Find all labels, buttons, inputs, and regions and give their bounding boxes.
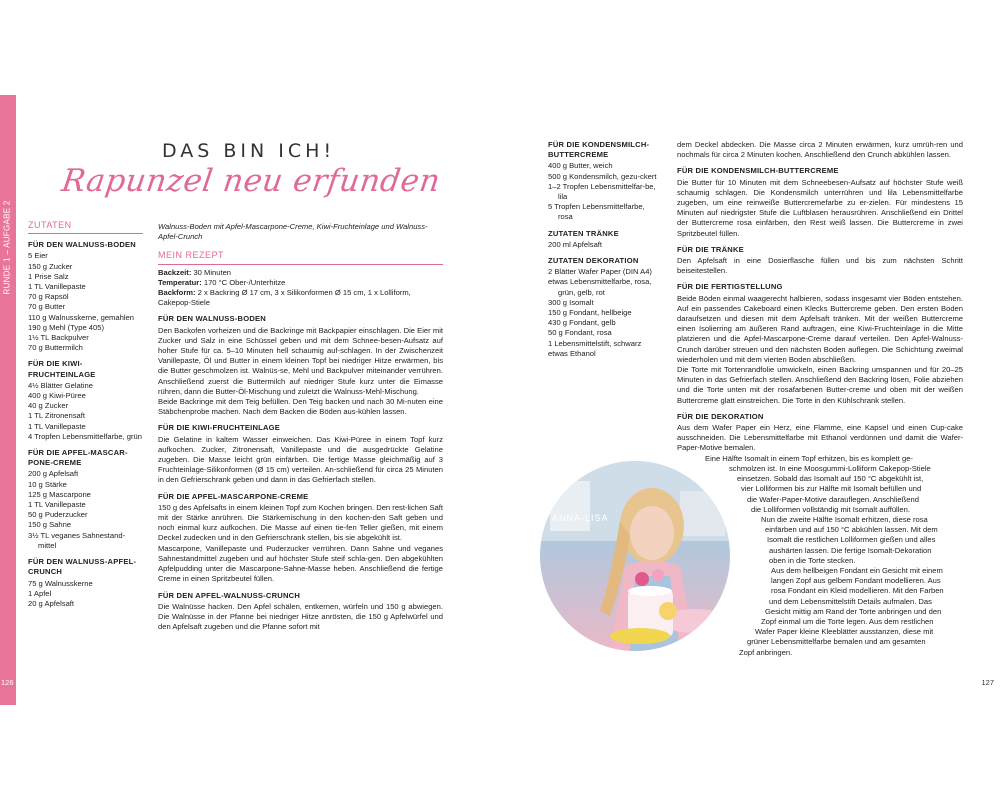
recipe-step-text: 150 g des Apfelsafts in einem kleinen Topf zum Kochen bringen. Den rest-lichen Saft mit der Stärke anrühren. Die Stärkemischung in den kochen-den Saft geben und noch einmal kurz aufkochen. Die Masse auf einen tie-fen Teller gießen, mit einem Deckel zudecken und in den Gefrierschrank stellen, bis sie abgekühlt ist. [158, 502, 443, 543]
ingredient-list [548, 267, 658, 359]
ingredient-item: 1 TL Vanillepaste [28, 421, 86, 431]
ingredient-list [548, 240, 658, 250]
ingredient-item: 5 Eier [28, 251, 48, 261]
ingredient-item: 10 g Stärke [28, 479, 67, 489]
photo-label: ANNA-LISA [552, 513, 609, 523]
instruction-text: Die Butter für 10 Minuten mit dem Schneebesen-Aufsatz auf höchster Stufe weiß schaumig schlagen. Die Kondensmilch unterrühren und lila Lebensmittelfarbe zugeben, um eine reinweiße Buttercremefarbe zu er-zielen. Für mindestens 15 Minuten auf niedrigster Stufe die Luftblasen herausrühren. Anschließend ein Drittel der Buttercreme rosa einfärben, den Rest weiß lassen. Die Buttercreme in zwei Spritzbeutel füllen. [677, 177, 963, 238]
ingredient-item: 20 g Apfelsaft [28, 598, 75, 608]
recipe-meta-label: Backzeit: [158, 267, 192, 277]
ingredient-item: 400 g Butter, weich [548, 161, 613, 171]
ingredient-item: 190 g Mehl (Type 405) [28, 322, 104, 332]
decoration-ingredients-column [548, 140, 658, 359]
ingredient-item: 1 TL Vanillepaste [28, 500, 86, 510]
ingredient-section-title: FÜR DIE KIWI-FRUCHTEINLAGE [28, 359, 96, 379]
decoration-step-line: Isomalt die restlichen Lolliformen gießen und alles [767, 535, 936, 545]
ingredient-section-title: FÜR DIE KONDENSMILCH-BUTTERCREME [548, 140, 650, 160]
ingredient-section-title: FÜR DEN WALNUSS-BODEN [28, 240, 136, 250]
decoration-step-line: Gesicht mittig am Rand der Torte anbringen und den [765, 606, 942, 616]
ingredient-item: 1½ TL Backpulver [28, 333, 89, 343]
ingredient-item: 40 g Zucker [28, 401, 69, 411]
ingredients-heading: ZUTATEN [28, 220, 143, 234]
ingredient-item: 3½ TL veganes Sahnestand-mittel [28, 530, 126, 550]
ingredient-item: 70 g Rapsöl [28, 292, 69, 302]
ingredient-list [28, 579, 143, 610]
recipe-step-title: FÜR DEN APFEL-WALNUSS-CRUNCH [158, 590, 300, 600]
ingredient-list [28, 381, 143, 442]
decoration-step-line: oben in die Torte stecken. [769, 555, 856, 565]
recipe-meta-value: 2 x Backring Ø 17 cm, 3 x Silikonformen Ø 15 cm, 1 x Lolliform, Cakepop-Stiele [158, 288, 411, 308]
instruction-title: FÜR DIE FERTIGSTELLUNG [677, 282, 783, 292]
decoration-step-line: Wafer Paper kleine Kleeblätter ausstanzen, diese mit [755, 627, 934, 637]
decoration-step-line: Zopf anbringen. [739, 647, 793, 657]
decoration-step-line: Eine Hälfte Isomalt in einem Topf erhitzen, bis es komplett ge- [705, 453, 913, 463]
ingredient-item: 150 g Zucker [28, 261, 73, 271]
decoration-step-line: Nun die zweite Hälfte Isomalt erhitzen, diese rosa [761, 514, 928, 524]
decoration-step-line: einfärben und auf 150 °C abkühlen lassen. Mit dem [765, 525, 938, 535]
ingredient-item: 5 Tropfen Lebensmittelfarbe, rosa [548, 202, 645, 222]
decoration-step-line: einsetzen. Sobald das Isomalt auf 150 °C abgekühlt ist, [737, 474, 924, 484]
recipe-meta [158, 268, 443, 309]
ingredient-item: 4 Tropfen Lebensmittelfarbe, grün [28, 431, 142, 441]
instruction-text: Aus dem Wafer Paper ein Herz, eine Flamme, eine Kapsel und einen Cup-cake ausschneiden. Die Lebensmittelfarbe mit Ethanol verdünnen und damit die Wafer-Paper-Motive bemalen. [677, 423, 963, 453]
ingredient-list [28, 251, 143, 353]
ingredient-item: 430 g Fondant, gelb [548, 318, 616, 328]
ingredient-list [548, 161, 658, 222]
decoration-step-line: rosa Fondant ein Kleid modellieren. Mit den Farben [771, 586, 944, 596]
chapter-strip [0, 95, 16, 705]
recipe-step-text: Die Walnüsse hacken. Den Apfel schälen, entkernen, würfeln und 150 g abwiegen. Die Walnüsse in der Pfanne bei niedriger Hitze anrösten, die 150 g Apfelwürfel und den Apfelsaft zugeben und die Pfanne sofort mit [158, 601, 443, 632]
ingredient-item: 1 Apfel [28, 588, 52, 598]
baker-photo [540, 461, 730, 651]
ingredient-item: 150 g Sahne [28, 520, 72, 530]
decoration-step-line: vier Lolliformen bis zur Hälfte mit Isomalt befüllen und [741, 484, 922, 494]
decoration-step-line: Zopf einmal um die Torte legen. Aus dem restlichen [761, 616, 934, 626]
recipe-step-title: FÜR DIE APFEL-MASCARPONE-CREME [158, 491, 309, 501]
ingredient-item: 1–2 Tropfen Lebensmittelfar-be, lila [548, 181, 656, 202]
decoration-step-line: die Wafer-Paper-Motive darauflegen. Anschließend [747, 494, 919, 504]
decoration-step-line: Aus dem hellbeigen Fondant ein Gesicht mit einem [771, 565, 943, 575]
recipe-subtitle: Walnuss-Boden mit Apfel-Mascarpone-Creme, Kiwi-Fruchteinlage und Walnuss-Apfel-Crunch [158, 222, 428, 242]
ingredient-item: 400 g Kiwi-Püree [28, 391, 86, 401]
ingredient-item: 70 g Buttermilch [28, 343, 83, 353]
ingredients-column [28, 220, 143, 609]
recipe-title: Rapunzel neu erfunden [59, 163, 443, 199]
ingredient-list [28, 469, 143, 551]
ingredient-item: 200 ml Apfelsaft [548, 239, 603, 249]
recipe-meta-row [158, 288, 443, 308]
crunch-continuation: dem Deckel abdecken. Die Masse circa 2 Minuten erwärmen, kurz umrüh-ren und nochmals für circa 2 Minuten kochen. Anschließend den Crunch abkühlen lassen. [677, 140, 963, 160]
decoration-step-line: die Lolliformen vollständig mit Isomalt auffüllen. [751, 504, 910, 514]
decoration-step-line: langen Zopf aus gelbem Fondant modellieren. Aus [771, 576, 941, 586]
recipe-meta-label: Temperatur: [158, 277, 202, 287]
ingredient-item: 150 g Fondant, hellbeige [548, 308, 632, 318]
decoration-step-line: grüner Lebensmittelfarbe bemalen und am gesamten [747, 637, 926, 647]
ingredient-item: 50 g Fondant, rosa [548, 328, 612, 338]
ingredient-section-title: ZUTATEN TRÄNKE [548, 228, 619, 238]
instruction-title: FÜR DIE KONDENSMILCH-BUTTERCREME [677, 166, 839, 176]
section-title: DAS BIN ICH! [162, 140, 336, 162]
recipe-step-text: Die Gelatine in kaltem Wasser einweichen. Das Kiwi-Püree in einem Topf kurz aufkochen. Zucker, Zitronensaft, Vanillepaste und die ausgedrückte Gelatine zugeben. Die Masse leicht grün einfärben. Die fertige Masse gleichmäßig auf 3 Fruchteinlage-Silikonformen (Ø 15 cm) verteilen. An-schließend für circa 25 Minuten in den Gefrierschrank geben und dann in das Gefrierfach stellen. [158, 434, 443, 485]
recipe-meta-row [158, 278, 443, 288]
recipe-meta-label: Backform: [158, 288, 196, 298]
page-number-right: 127 [981, 678, 994, 687]
recipe-column [158, 222, 443, 632]
instruction-title: FÜR DIE TRÄNKE [677, 244, 744, 254]
chapter-label: RUNDE 1 – AUFGABE 2 [2, 200, 12, 295]
ingredient-item: 500 g Kondensmilch, gezu-ckert [548, 171, 657, 181]
ingredient-item: 50 g Puderzucker [28, 510, 88, 520]
ingredient-item: 1 Lebensmittelstift, schwarz [548, 338, 642, 348]
decoration-step-line: und dem Lebensmittelstift Details aufmalen. Das [769, 596, 932, 606]
instruction-text: Den Apfelsaft in eine Dosierflasche füllen und bis zum nächsten Schritt beiseitestellen. [677, 256, 963, 276]
ingredient-item: 70 g Butter [28, 302, 66, 312]
recipe-meta-row [158, 268, 443, 278]
recipe-meta-value: 30 Minuten [191, 267, 232, 277]
decoration-step-line: schmolzen ist. In eine Moosgummi-Lolliform Cakepop-Stiele [729, 463, 931, 473]
instruction-title: FÜR DIE DEKORATION [677, 411, 764, 421]
recipe-meta-value: 170 °C Ober-/Unterhitze [201, 277, 286, 287]
ingredient-item: 125 g Mascarpone [28, 489, 91, 499]
ingredient-item: 300 g Isomalt [548, 297, 594, 307]
ingredient-section-title: ZUTATEN DEKORATION [548, 256, 639, 266]
recipe-step-text: Beide Backringe mit dem Teig befüllen. Den Teig backen und nach 30 Mi-nuten eine Stäbchenprobe machen. Nach dem Backen die Böden aus-kühlen lassen. [158, 397, 443, 417]
ingredient-item: 2 Blätter Wafer Paper (DIN A4) [548, 267, 652, 277]
recipe-step-title: FÜR DIE KIWI-FRUCHTEINLAGE [158, 423, 281, 433]
decoration-step-line: aushärten lassen. Die fertige Isomalt-Dekoration [769, 545, 932, 555]
ingredient-item: 75 g Walnusskerne [28, 578, 93, 588]
ingredient-item: 200 g Apfelsaft [28, 469, 79, 479]
ingredient-item: 1 Prise Salz [28, 271, 69, 281]
ingredient-item: 1 TL Zitronensaft [28, 411, 85, 421]
page-number-left: 126 [1, 678, 14, 687]
ingredient-section-title: FÜR DEN WALNUSS-APFEL-CRUNCH [28, 557, 137, 577]
recipe-step-text: Den Backofen vorheizen und die Backringe mit Backpapier einschlagen. Die Eier mit Zucker und Salz in eine Schüssel geben und mit dem Schnee-besen-Aufsatz auf hoher Stufe für ca. 5–10 Minuten hell schaumig auf-schlagen. In der Zwischenzeit Vanillepaste, Öl und Butter in einem kleinen Topf bei niedriger Hitze erwärmen, bis die Butter geschmolzen ist. Walnüs-se, Mehl und Backpulver miteinander verrühren. Anschließend zuerst die Buttermilch auf niedriger Stufe kurz unter die Eimasse rühren, dann die Butter-Öl-Mischung und zuletzt die Walnuss-Mehl-Mischung. [158, 325, 443, 396]
ingredient-item: etwas Ethanol [548, 348, 596, 358]
recipe-heading: MEIN REZEPT [158, 250, 443, 264]
ingredient-item: 1 TL Vanillepaste [28, 282, 86, 292]
ingredient-item: 110 g Walnusskerne, gemahlen [28, 312, 134, 322]
cookbook-spread [0, 95, 1000, 705]
baker-portrait-icon [540, 461, 730, 651]
instruction-text: Beide Böden einmal waagerecht halbieren, sodass insgesamt vier Böden entstehen. Auf ein passendes Cakeboard einen Klecks Buttercreme geben. Den ersten Boden daraufsetzen und diesen mit dem Apfelsaft tränken. Mit der weißen Buttercreme einen Isolierring am äußeren Rand auftragen, eine Kiwi-Fruchteinlage in die Mitte platzieren und die Apfel-Mascarpone-Creme darauf verteilen. Den Apfel-Walnuss-Crunch darüber streuen und den nächsten Boden auflegen. Die Schichtung zweimal wiederholen und mit dem vierten Boden abschließen. Die Torte mit Tortenrandfolie umwickeln, einen Backring umspannen und für 20–25 Minuten in das Gefrierfach stellen. Anschließend den Backring lösen, Folie abziehen und die Torte unten mit der rosafarbenen Butter-creme und oben mit der weißen Buttercreme glatt einstreichen. Die Torte in den Kühlschrank stellen. [677, 293, 963, 405]
ingredient-item: etwas Lebensmittelfarbe, rosa, grün, gelb, rot [548, 277, 652, 297]
recipe-step-text: Mascarpone, Vanillepaste und Puderzucker verrühren. Dann Sahne und veganes Sahnestandmittel zugeben und auf höchster Stufe steif schla-gen. Den abgekühlten Apfelpudding unter die Mascarpone-Sahne-Masse heben. Anschließend die fertige Creme in einen Spritzbeutel füllen. [158, 543, 443, 584]
ingredient-item: 4½ Blätter Gelatine [28, 380, 94, 390]
recipe-step-title: FÜR DEN WALNUSS-BODEN [158, 314, 266, 324]
ingredient-section-title: FÜR DIE APFEL-MASCAR-PONE-CREME [28, 448, 128, 468]
